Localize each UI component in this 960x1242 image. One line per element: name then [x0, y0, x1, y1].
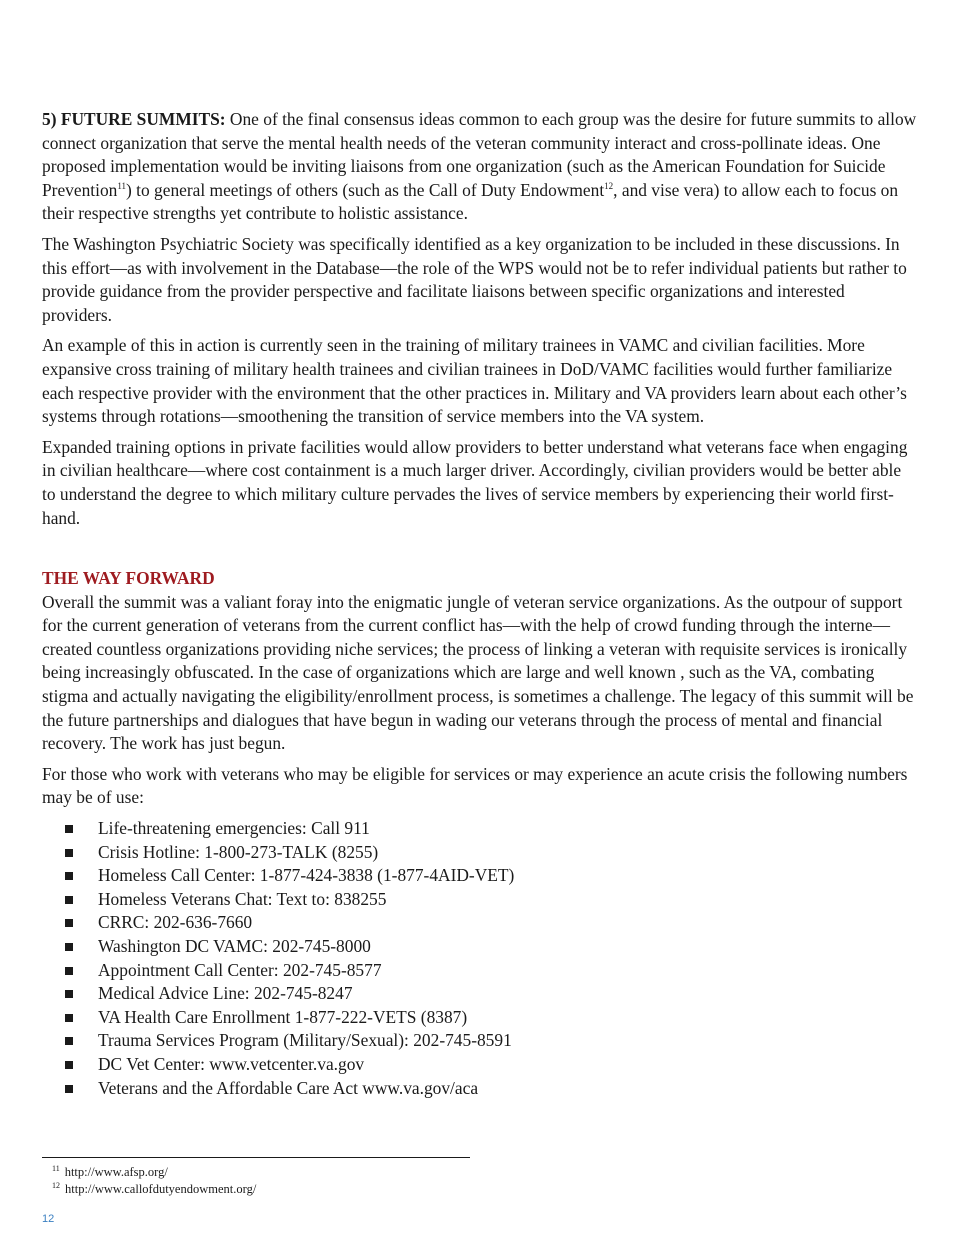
- future-summits-lead: 5) FUTURE SUMMITS:: [42, 109, 226, 129]
- future-summits-paragraph: [42, 108, 918, 226]
- square-bullet-icon: [65, 919, 73, 927]
- square-bullet-icon: [65, 849, 73, 857]
- footnote-link-callofduty[interactable]: http://www.callofdutyendowment.org/: [65, 1182, 257, 1196]
- square-bullet-icon: [65, 1014, 73, 1022]
- list-item: Veterans and the Affordable Care Act www.va.gov/aca: [42, 1077, 918, 1101]
- list-item: Medical Advice Line: 202-745-8247: [42, 982, 918, 1006]
- training-example-paragraph: An example of this in action is currently seen in the training of military trainees in VAMC and civilian facilities. More expansive cross training of military health trainees and civilian trainees in DoD/VAMC facilities would further familiarize each respective provider with the environment that the other practices in. Military and VA providers learn about each other’s systems through rotations—smoothening the transition of service members into the VA system.: [42, 335, 907, 427]
- footnote-11: $^{11}$ http://www.afsp.org/: [52, 1164, 168, 1179]
- list-item: VA Health Care Enrollment 1-877-222-VETS (8387): [42, 1006, 918, 1030]
- square-bullet-icon: [65, 990, 73, 998]
- square-bullet-icon: [65, 1061, 73, 1069]
- list-item: CRRC: 202-636-7660: [42, 911, 918, 935]
- list-item: Crisis Hotline: 1-800-273-TALK (8255): [42, 841, 918, 865]
- square-bullet-icon: [65, 825, 73, 833]
- way-forward-paragraph: Overall the summit was a valiant foray into the enigmatic jungle of veteran service organizations. As the outpour of support for the current generation of veterans from the current conflict has—with the help of crowd funding through the interne—created countless organizations providing niche services; the process of linking a veteran with requisite services is ironically being increasingly obfuscated. In the case of organizations which are large and well known , such as the VA, combating stigma and actually navigating the eligibility/enrollment process, is sometimes a challenge. The legacy of this summit will be the future partnerships and dialogues that have begun in wading our veterans through the process of mental and financial recovery. The work has just begun.: [42, 591, 914, 754]
- square-bullet-icon: [65, 896, 73, 904]
- footnote-link-afsp[interactable]: http://www.afsp.org/: [64, 1165, 168, 1179]
- list-item: Appointment Call Center: 202-745-8577: [42, 959, 918, 983]
- footnote-12: $^{12}$ http://www.callofdutyendowment.org/: [52, 1181, 257, 1196]
- contact-numbers-list: [42, 817, 918, 1100]
- footnote-ref-11[interactable]: 11: [117, 180, 127, 191]
- future-summits-text-b: ) to general meetings of others (such as the Call of Duty Endowment: [126, 179, 605, 200]
- numbers-intro-paragraph: For those who work with veterans who may be eligible for services or may experience an acute crisis the following numbers may be of use:: [42, 763, 908, 808]
- footnote-ref-12[interactable]: 12: [604, 180, 614, 191]
- future-summits-text-a: One of the final consensus ideas common to each group was the desire for future summits to allow connect organization that serve the mental health needs of the veteran community interact and cross-pollinate ideas. One proposed implementation would be inviting liaisons from one organization (such as the American Foundation for Suicide Prevention: [42, 109, 917, 200]
- square-bullet-icon: [65, 872, 73, 880]
- list-item: DC Vet Center: www.vetcenter.va.gov: [42, 1053, 918, 1077]
- list-item: Trauma Services Program (Military/Sexual): 202-745-8591: [42, 1029, 918, 1053]
- page-number: 12: [42, 1213, 55, 1225]
- private-facilities-paragraph: Expanded training options in private facilities would allow providers to better understand what veterans face when engaging in civilian healthcare—where cost containment is a much larger driver. Accordingly, civilian providers would be better able to understand the degree to which military culture pervades the lives of service members by experiencing their world first-hand.: [42, 436, 908, 528]
- square-bullet-icon: [65, 943, 73, 951]
- footnote-divider: [42, 1157, 470, 1158]
- future-summits-text-c: , and vise vera) to allow each to focus on their respective strengths yet contribute to holistic assistance.: [42, 179, 899, 224]
- list-item: Washington DC VAMC: 202-745-8000: [42, 935, 918, 959]
- square-bullet-icon: [65, 1037, 73, 1045]
- list-item: Life-threatening emergencies: Call 911: [42, 817, 918, 841]
- footnotes: [52, 1164, 256, 1198]
- wps-paragraph: The Washington Psychiatric Society was specifically identified as a key organization to be included in these discussions. In this effort—as with involvement in the Database—the role of the WPS would not be to refer individual patients but rather to provide guidance from the provider perspective and facilitate liaisons between specific organizations and interested providers.: [42, 233, 907, 325]
- square-bullet-icon: [65, 967, 73, 975]
- list-item: Homeless Veterans Chat: Text to: 838255: [42, 888, 918, 912]
- way-forward-heading: THE WAY FORWARD: [42, 568, 215, 589]
- list-item: Homeless Call Center: 1-877-424-3838 (1-877-4AID-VET): [42, 864, 918, 888]
- square-bullet-icon: [65, 1085, 73, 1093]
